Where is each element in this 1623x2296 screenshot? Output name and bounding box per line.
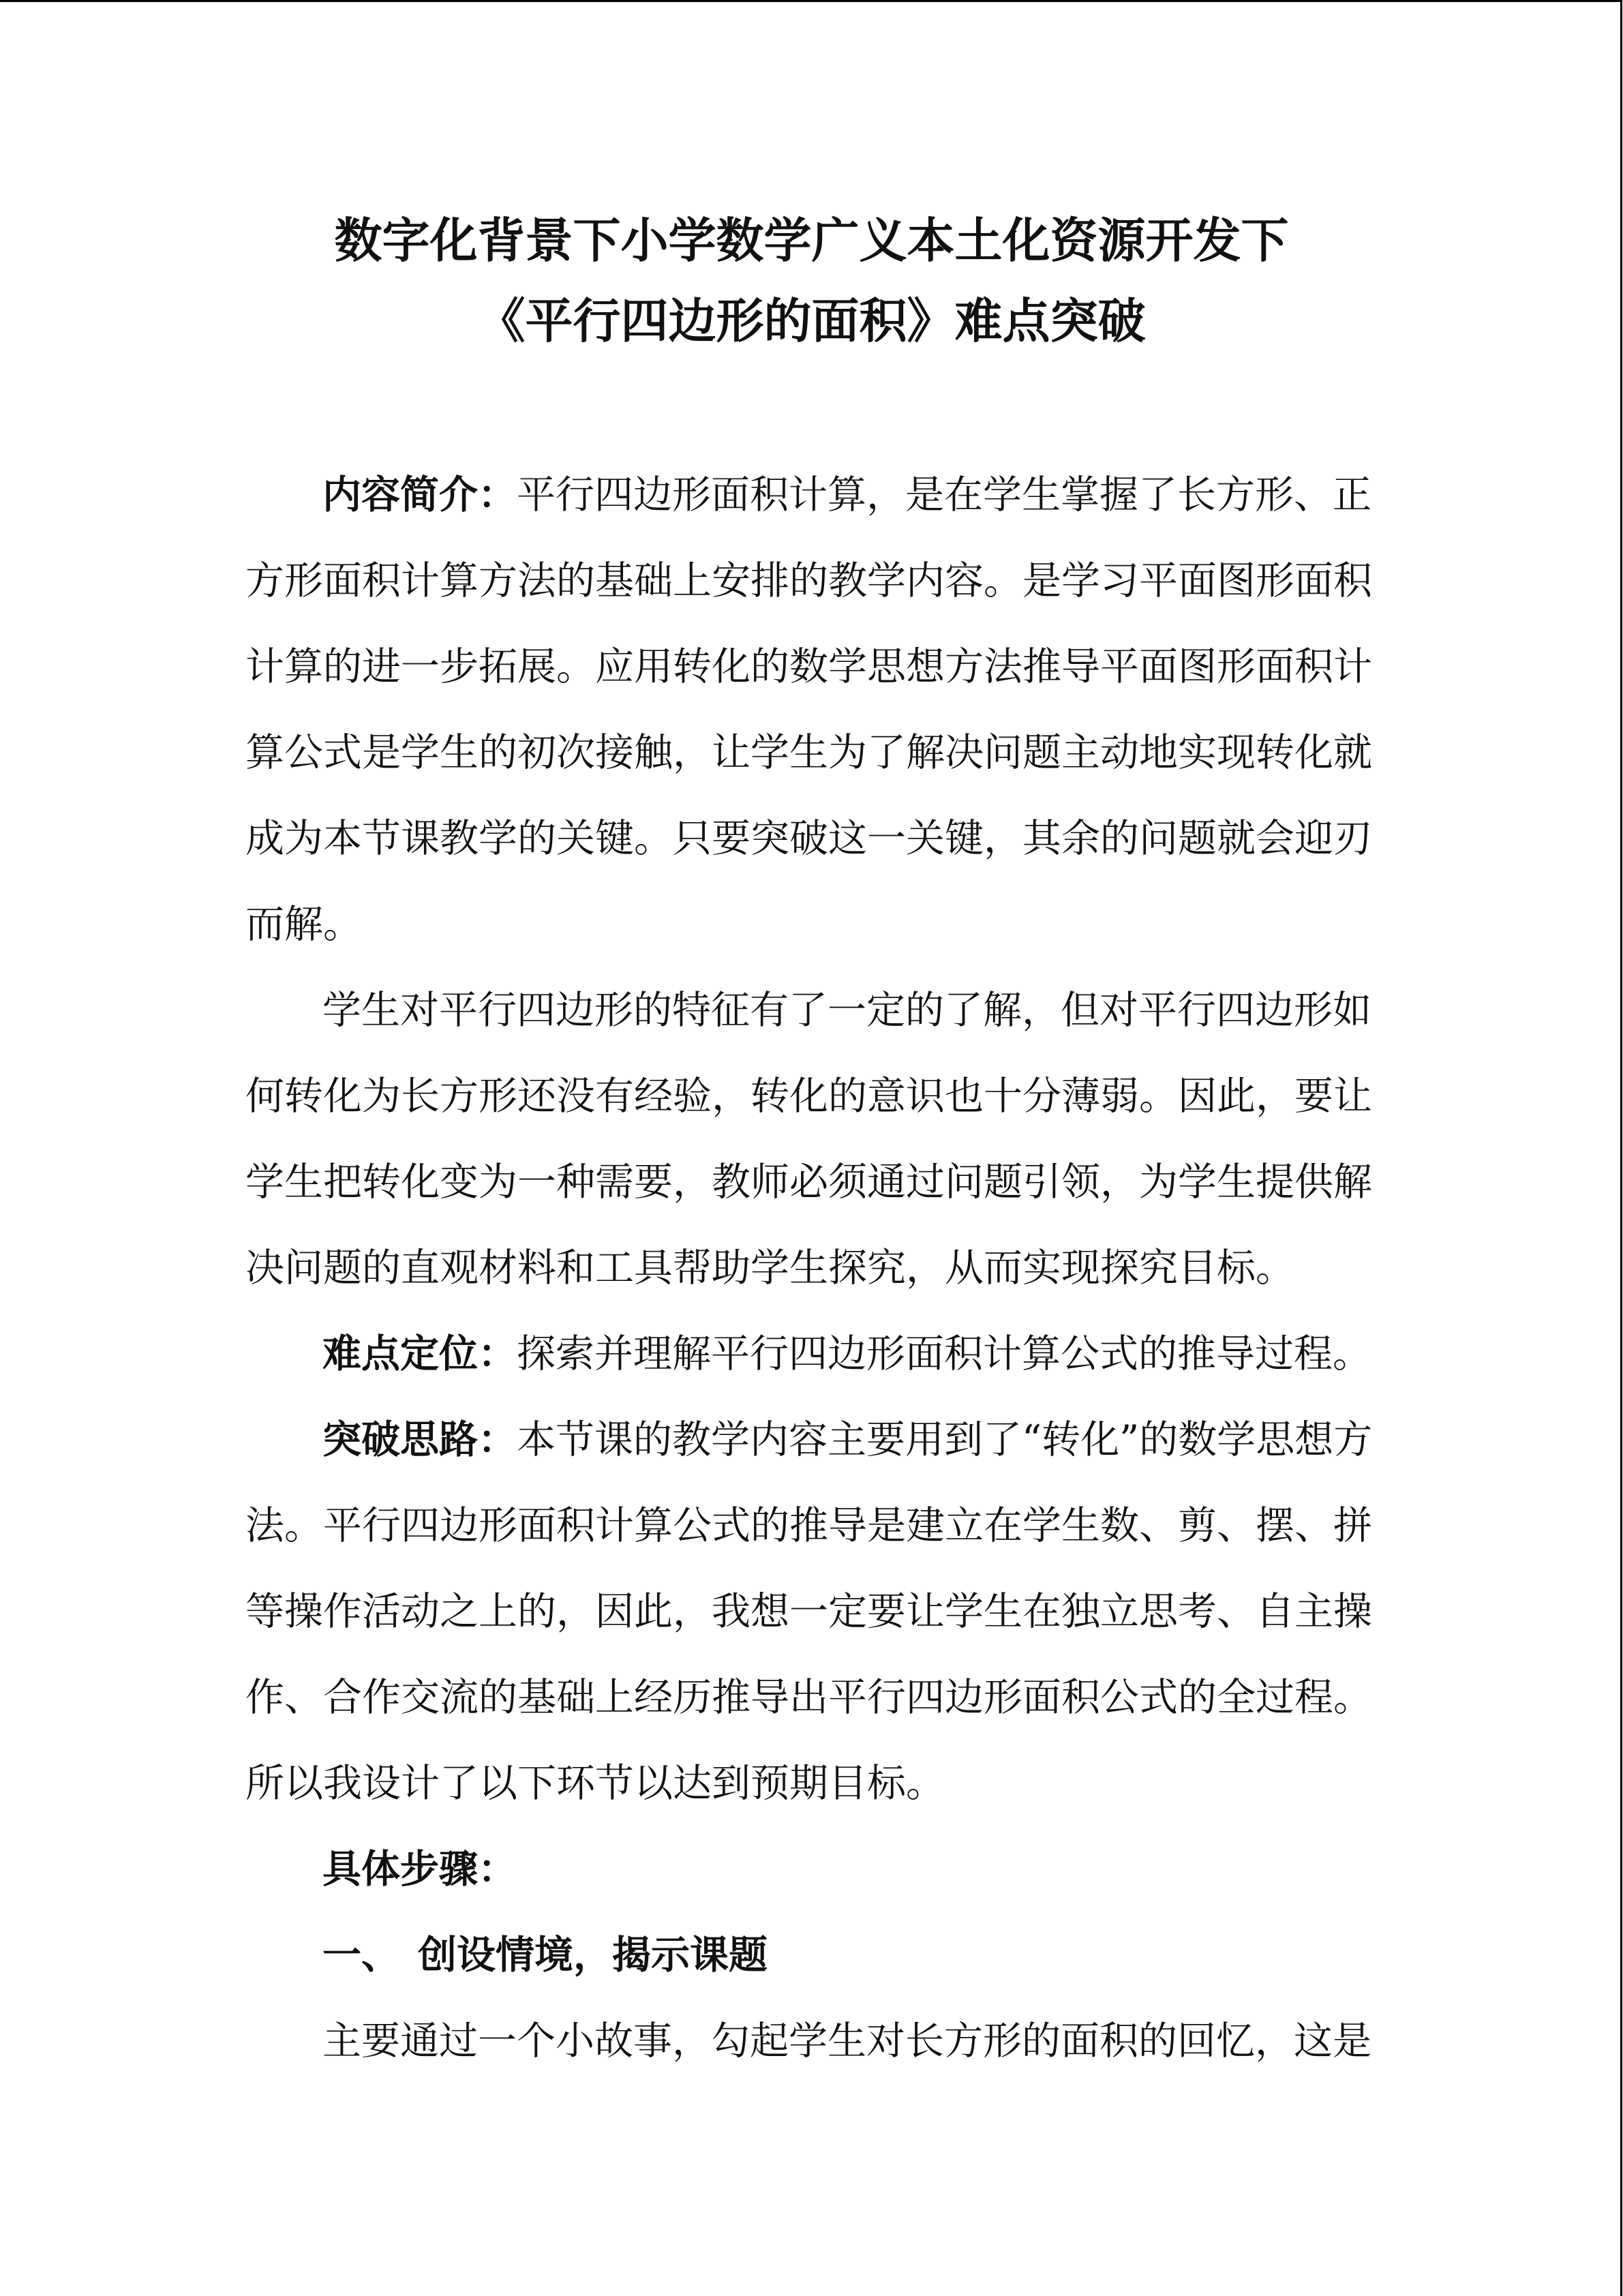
difficulty-line	[322, 1331, 1371, 1376]
para2-line-3: 学生把转化变为一种需要，教师必须通过问题引领，为学生提供解	[245, 1160, 1372, 1205]
intro-line-6: 而解。	[245, 902, 362, 947]
approach-line-5: 所以我设计了以下环节以达到预期目标。	[245, 1761, 945, 1806]
section-1-text-line-1: 主要通过一个小故事，勾起学生对长方形的面积的回忆，这是	[322, 2019, 1371, 2064]
section-1-title: 创设情境，揭示课题	[418, 1933, 768, 1978]
approach-label: 突破思路：	[322, 1417, 517, 1462]
document-title-line-1: 数字化背景下小学数学广义本土化资源开发下	[334, 213, 1289, 269]
intro-line-3: 计算的进一步拓展。应用转化的数学思想方法推导平面图形面积计	[245, 644, 1372, 689]
approach-line-4: 作、合作交流的基础上经历推导出平行四边形面积公式的全过程。	[245, 1675, 1372, 1720]
section-1-number: 一、	[322, 1933, 400, 1978]
para2-line-2: 何转化为长方形还没有经验，转化的意识也十分薄弱。因此，要让	[245, 1074, 1372, 1119]
para2-line-1: 学生对平行四边形的特征有了一定的了解，但对平行四边形如	[322, 988, 1371, 1033]
intro-line-5: 成为本节课教学的关键。只要突破这一关键，其余的问题就会迎刃	[245, 816, 1372, 861]
difficulty-text: 探索并理解平行四边形面积计算公式的推导过程。	[517, 1331, 1371, 1376]
section-1-heading	[322, 1933, 1353, 1978]
intro-line-2: 方形面积计算方法的基础上安排的教学内容。是学习平面图形面积	[245, 558, 1372, 603]
approach-text: 本节课的教学内容主要用到了“转化”的数学思想方	[517, 1417, 1373, 1462]
steps-heading: 具体步骤：	[322, 1847, 517, 1892]
approach-line-3: 等操作活动之上的，因此，我想一定要让学生在独立思考、自主操	[245, 1589, 1372, 1634]
para2-line-4: 决问题的直观材料和工具帮助学生探究，从而实现探究目标。	[245, 1245, 1294, 1290]
approach-line-2: 法。平行四边形面积计算公式的推导是建立在学生数、剪、摆、拼	[245, 1503, 1372, 1548]
approach-line-1	[322, 1417, 1373, 1462]
intro-line-1	[322, 472, 1371, 517]
document-title-line-2: 《平行四边形的面积》难点突破	[477, 293, 1146, 349]
difficulty-label: 难点定位：	[322, 1331, 517, 1376]
intro-label: 内容简介：	[322, 472, 517, 517]
intro-text: 平行四边形面积计算，是在学生掌握了长方形、正	[517, 472, 1371, 517]
intro-line-4: 算公式是学生的初次接触，让学生为了解决问题主动地实现转化就	[245, 730, 1372, 775]
